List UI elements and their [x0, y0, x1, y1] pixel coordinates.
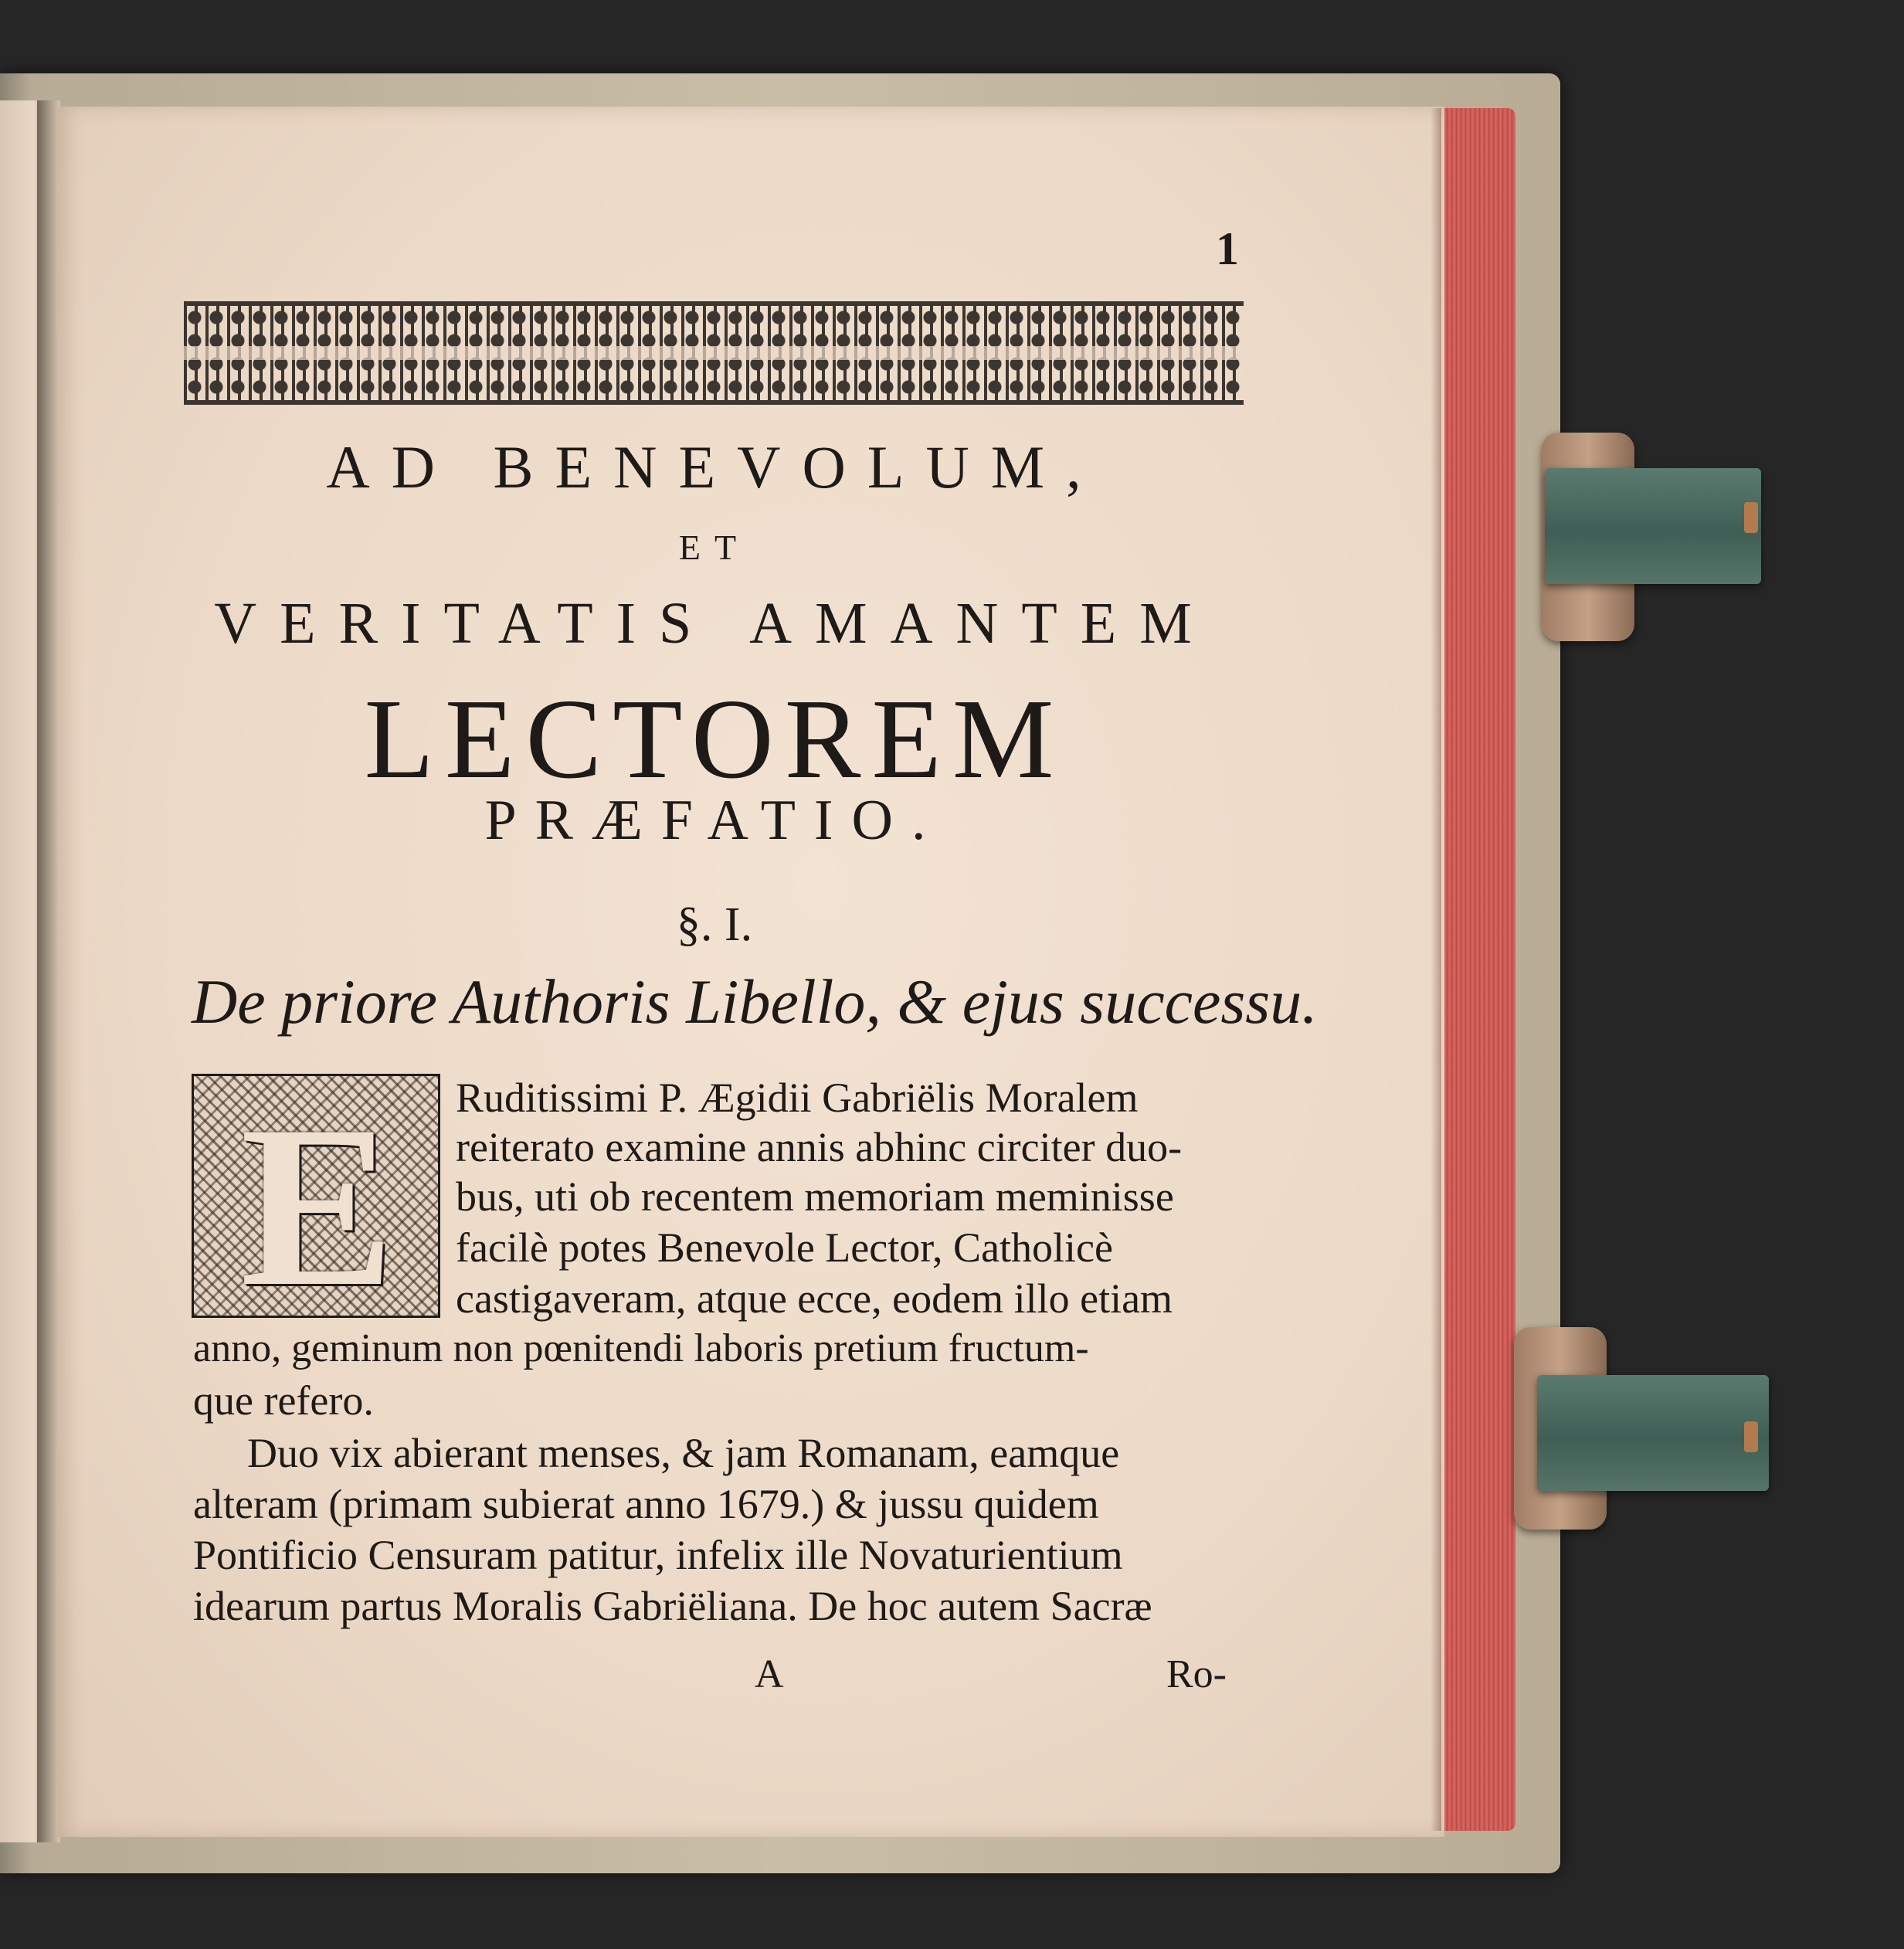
heading-line-1: AD BENEVOLUM,	[326, 433, 1103, 501]
section-mark: §. I.	[676, 898, 753, 951]
signature-mark: A	[755, 1652, 784, 1696]
text-line: anno, geminum non pœnitendi laboris pretium fructum-	[193, 1326, 1089, 1370]
lower-clasp-pin	[1744, 1421, 1758, 1452]
page-edge-shadow	[1431, 108, 1441, 1831]
text-line: reiterato examine annis abhinc circiter duo-	[456, 1124, 1183, 1170]
catchword: Ro-	[1166, 1652, 1227, 1696]
upper-clasp-metal	[1545, 468, 1761, 584]
section-title: De priore Authoris Libello, & ejus successu.	[192, 966, 1318, 1037]
book-gutter	[37, 100, 60, 1842]
red-fore-edge	[1438, 108, 1515, 1831]
text-line: idearum partus Moralis Gabriëliana. De hoc autem Sacræ	[193, 1583, 1152, 1629]
text-line: castigaveram, atque ecce, eodem illo etiam	[456, 1275, 1173, 1322]
heading-line-3: VERITATIS AMANTEM	[214, 591, 1215, 656]
heading-line-2: ET	[678, 528, 751, 567]
heading-line-4: LECTOREM	[364, 676, 1065, 803]
text-line: bus, uti ob recentem memoriam meminisse	[456, 1173, 1174, 1220]
page-number: 1	[1216, 223, 1239, 274]
text-line: Duo vix abierant menses, & jam Romanam, eamque	[247, 1430, 1120, 1476]
text-line: Ruditissimi P. Ægidii Gabriëlis Moralem	[456, 1075, 1139, 1121]
text-line: Pontificio Censuram patitur, infelix ille Novaturientium	[193, 1532, 1123, 1578]
headpiece-divider	[184, 346, 1244, 360]
text-line: facilè potes Benevole Lector, Catholicè	[456, 1224, 1113, 1271]
lower-clasp-metal	[1537, 1375, 1769, 1491]
upper-clasp-pin	[1744, 502, 1758, 533]
ornamental-headpiece	[184, 301, 1244, 405]
text-line: alteram (primam subierat anno 1679.) & jussu quidem	[193, 1481, 1099, 1527]
initial-letter: E	[240, 1078, 395, 1334]
heading-line-5: PRÆFATIO.	[484, 789, 945, 852]
decorated-initial	[192, 1074, 440, 1334]
text-line: que refero.	[193, 1377, 374, 1424]
